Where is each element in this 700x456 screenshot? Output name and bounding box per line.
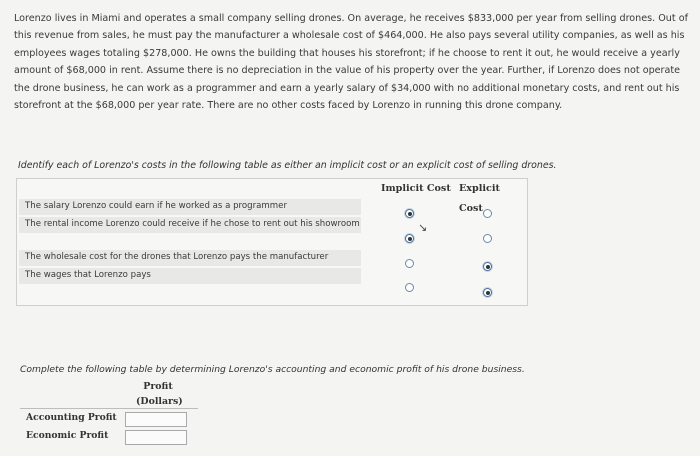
accounting-profit-input[interactable] [125, 412, 187, 427]
economic-profit-input[interactable] [125, 430, 187, 445]
explicit-radio-row-3[interactable] [483, 262, 492, 271]
cost-row [19, 217, 361, 233]
implicit-radio-row-2[interactable] [405, 234, 414, 243]
profit-header-units: (Dollars) [136, 396, 183, 407]
profit-table-divider [20, 408, 198, 409]
economic-profit-label: Economic Profit [26, 430, 109, 441]
profit-header: Profit [143, 381, 173, 392]
implicit-radio-row-1[interactable] [405, 209, 414, 218]
cost-row [19, 268, 361, 284]
accounting-profit-label: Accounting Profit [26, 412, 117, 423]
explicit-radio-row-1[interactable] [483, 209, 492, 218]
implicit-radio-row-4[interactable] [405, 283, 414, 292]
implicit-radio-row-3[interactable] [405, 259, 414, 268]
cost-row-label: The wholesale cost for the drones that Lorenzo pays the manufacturer [25, 252, 329, 262]
profit-table-instruction: Complete the following table by determining Lorenzo's accounting and economic profit of his drone business. [20, 364, 525, 375]
cost-row [19, 250, 361, 266]
problem-paragraph: Lorenzo lives in Miami and operates a small company selling drones. On average, he receives $833,000 per year from selling drones. Out of this revenue from sales, he must pay the manufacturer a wholesale cost of $464,000. He also pays several utility companies, as well as his employees wages totaling $278,000. He owns the building that houses his storefront; if he choose to rent it out, he would receive a yearly amount of $68,000 in rent. Assume there is no depreciation in the value of his property over the year. Further, if Lorenzo does not operate the drone business, he can work as a programmer and earn a yearly salary of $34,000 with no additional monetary costs, and rent out his storefront at the $68,000 per year rate. There are no other costs faced by Lorenzo in running this drone company. [14, 13, 688, 112]
cost-table-instruction: Identify each of Lorenzo's costs in the following table as either an implicit cost or an explicit cost of selling drones. [18, 160, 557, 171]
mouse-pointer-icon: ↘ [418, 221, 428, 234]
implicit-cost-header: Implicit Cost [381, 183, 451, 194]
explicit-cost-header: Explicit Cost [459, 183, 500, 214]
cost-row-label: The salary Lorenzo could earn if he worked as a programmer [25, 201, 287, 211]
cost-row [19, 199, 361, 215]
cost-row-label: The wages that Lorenzo pays [25, 270, 151, 280]
explicit-radio-row-4[interactable] [483, 288, 492, 297]
cost-row-label: The rental income Lorenzo could receive if he chose to rent out his showroom [25, 219, 360, 229]
cost-classification-table [16, 178, 528, 306]
explicit-radio-row-2[interactable] [483, 234, 492, 243]
